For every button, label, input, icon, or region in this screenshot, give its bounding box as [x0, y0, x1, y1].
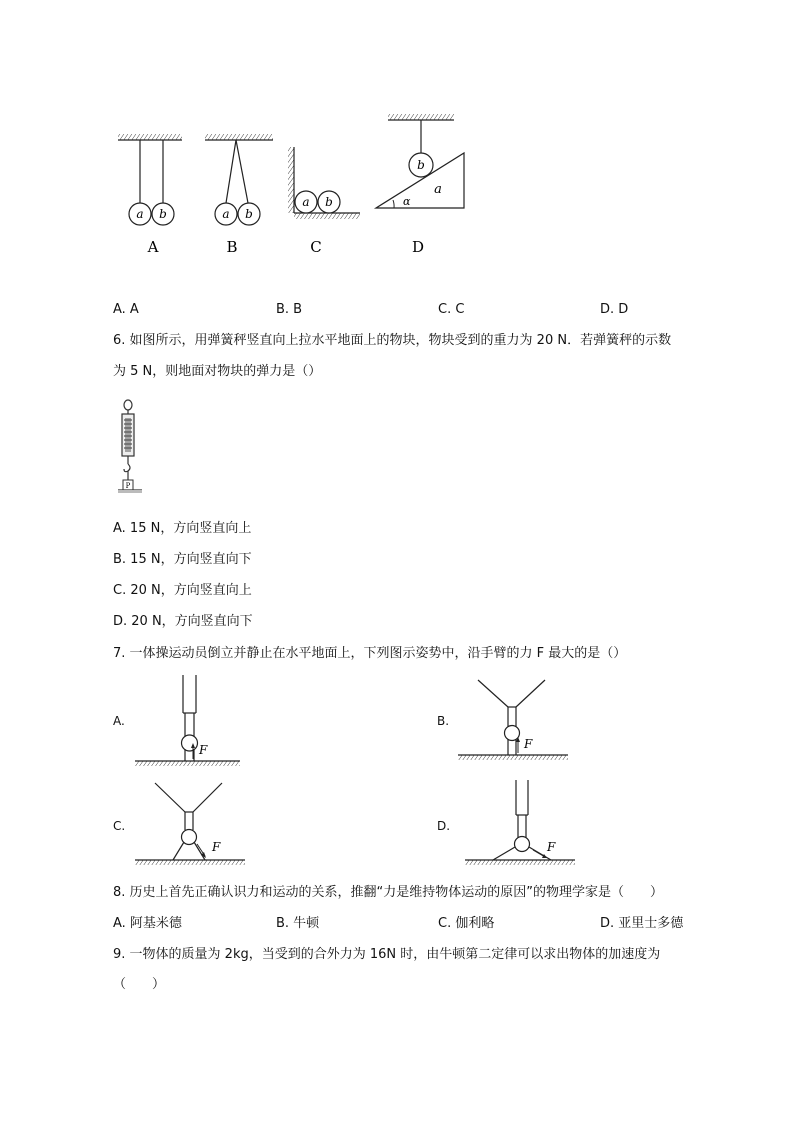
angle-label: α — [403, 195, 411, 208]
q8-stem: 8. 历史上首先正确认识力和运动的关系，推翻“力是维持物体运动的原因”的物理学家是（ ） — [113, 885, 664, 900]
svg-text:a: a — [222, 207, 230, 221]
q6-stem-line1: 6. 如图所示，用弹簧秤竖直向上拉水平地面上的物块，物块受到的重力为 20 N．若弹簧秤的示数 — [113, 333, 672, 348]
svg-text:a: a — [302, 195, 310, 209]
q5-option-b: B. B — [276, 302, 303, 317]
wedge-label: a — [434, 182, 442, 197]
svg-text:F: F — [547, 840, 556, 854]
fig-label-d: D — [411, 238, 425, 256]
fig-label-a: A — [147, 238, 159, 256]
q7-option-c-label: C. — [113, 819, 126, 833]
q5-figure — [100, 105, 480, 265]
q6-option-a: A. 15 N，方向竖直向上 — [113, 521, 252, 536]
q6-option-d: D. 20 N，方向竖直向下 — [113, 614, 253, 629]
q5-option-d: D. D — [600, 302, 629, 317]
force-f-label: F — [199, 743, 208, 757]
ball-a-label: a — [136, 207, 144, 221]
q7-stem: 7. 一体操运动员倒立并静止在水平地面上，下列图示姿势中，沿手臂的力 F 最大的是（） — [113, 646, 627, 661]
q8-option-d: D. 亚里士多德 — [600, 916, 684, 931]
fig-c — [288, 147, 360, 256]
q8-option-c: C. 伽利略 — [438, 916, 495, 931]
ball-b-label: b — [159, 207, 167, 221]
q6-option-b: B. 15 N，方向竖直向下 — [113, 552, 252, 567]
svg-text:b: b — [325, 195, 333, 209]
q7-option-a-label: A. — [113, 714, 125, 728]
q5-option-a: A. A — [113, 302, 139, 317]
q5-option-c: C. C — [438, 302, 465, 317]
q8-option-b: B. 牛顿 — [276, 916, 320, 931]
q7-figure-b — [458, 675, 573, 770]
q7-figure-a — [135, 675, 245, 770]
block-p-label: P — [125, 482, 131, 490]
spring-scale-figure — [110, 398, 150, 498]
fig-b — [205, 134, 273, 256]
q8-option-a: A. 阿基米德 — [113, 916, 182, 931]
q7-figure-c — [135, 780, 250, 875]
q7-figure-d — [465, 780, 580, 875]
svg-text:F: F — [212, 840, 221, 854]
q7-option-d-label: D. — [437, 819, 451, 833]
q6-stem-line2: 为 5 N，则地面对物块的弹力是（） — [113, 364, 322, 379]
q6-option-c: C. 20 N，方向竖直向上 — [113, 583, 252, 598]
svg-text:F: F — [524, 737, 533, 751]
fig-label-b: B — [226, 238, 238, 256]
fig-d — [376, 114, 464, 256]
fig-label-c: C — [310, 238, 322, 256]
q9-stem-line2: （ ） — [113, 977, 166, 992]
q9-stem-line1: 9. 一物体的质量为 2kg，当受到的合外力为 16N 时，由牛顿第二定律可以求出物体的加速度为 — [113, 947, 661, 962]
svg-text:b: b — [417, 158, 425, 172]
fig-a — [118, 134, 182, 256]
svg-text:b: b — [245, 207, 253, 221]
q7-option-b-label: B. — [437, 714, 450, 728]
